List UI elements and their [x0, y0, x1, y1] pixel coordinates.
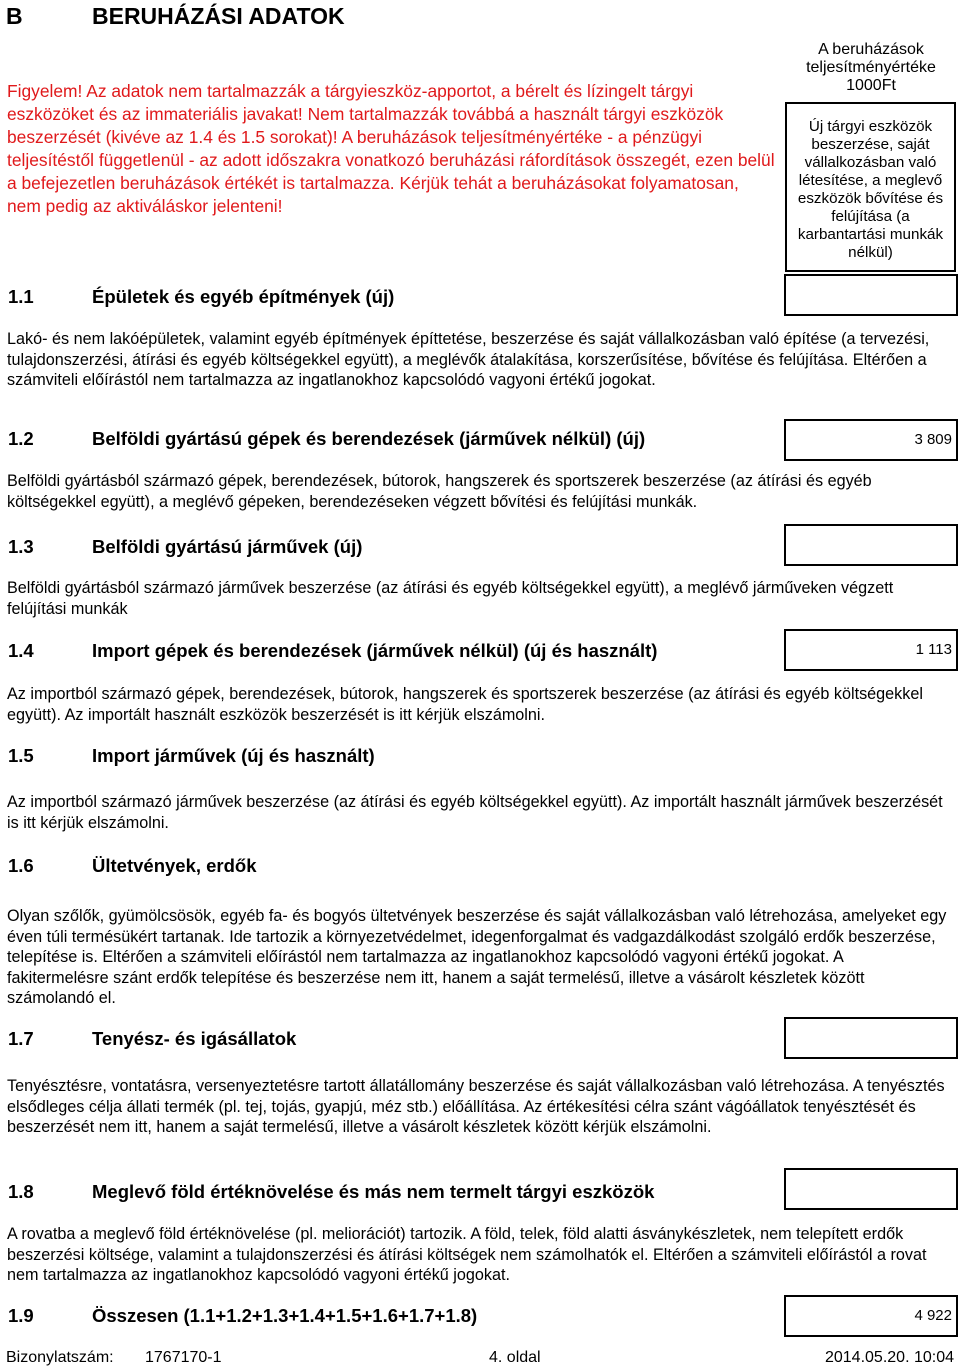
section-1-2-title: Belföldi gyártású gépek és berendezések (járművek nélkül) (új)	[92, 428, 646, 449]
page-number: 4	[489, 1349, 498, 1366]
section-1-9-number: 1.9	[8, 1305, 34, 1326]
section-1-6-description: Olyan szőlők, gyümölcsösök, egyéb fa- és bogyós ültetvények beszerzése és saját vállalkozásban való létrehozása, amelyeket egy éven túli termésükért tartanak. Ide tartozik a környezetvédelmet, idegenforgalmat és vadgazdálkodást szolgáló erdők beszerzése, telepítése is. Eltérően a számviteli előírástól nem tartalmazza az ingatlanokhoz kapcsolódó vagyoni értékű jogokat. A fakitermelésre szánt erdők telepítése és beszerzése nem itt, hanem a saját termelésű, illetve a vásárolt készletek között számolandó el.	[7, 907, 947, 1008]
section-1-1-number: 1.1	[8, 286, 34, 307]
page-suffix: . oldal	[497, 1349, 541, 1366]
section-1-9-value-field[interactable]: 4 922	[784, 1295, 958, 1337]
section-1-1-value-field[interactable]	[784, 274, 958, 316]
page-letter: B	[6, 3, 23, 29]
section-1-4-number: 1.4	[8, 640, 34, 661]
section-1-3-number: 1.3	[8, 536, 34, 557]
page-title: BERUHÁZÁSI ADATOK	[92, 3, 345, 29]
section-1-5-number: 1.5	[8, 745, 34, 766]
section-1-4-description: Az importból származó gépek, berendezések, bútorok, hangszerek és sportszerek beszerzése (az átírási és egyéb költségekkel együtt). Az importált használt eszközök beszerzését is itt kérjük elszámolni.	[7, 685, 923, 724]
section-1-7-title: Tenyész- és igásállatok	[92, 1028, 297, 1049]
section-1-9-title: Összesen (1.1+1.2+1.3+1.4+1.5+1.6+1.7+1.8)	[92, 1305, 478, 1326]
section-1-7-number: 1.7	[8, 1028, 34, 1049]
receipt-number: 1767170-1	[145, 1349, 222, 1366]
warning-paragraph	[7, 80, 777, 218]
section-1-1-title: Épületek és egyéb építmények (új)	[92, 286, 395, 307]
page-number-line	[489, 1349, 541, 1367]
receipt-label: Bizonylatszám:	[6, 1349, 114, 1366]
section-1-2-number: 1.2	[8, 428, 34, 449]
section-1-8-number: 1.8	[8, 1181, 34, 1202]
section-1-8-title: Meglevő föld értéknövelése és más nem termelt tárgyi eszközök	[92, 1181, 655, 1202]
section-1-8-value-field[interactable]	[784, 1168, 958, 1210]
section-1-4-value-field[interactable]: 1 113	[784, 629, 958, 671]
section-1-7-description: Tenyésztésre, vontatásra, versenyeztetésre tartott állatállomány beszerzése és saját vállalkozásban való létrehozása. A tenyésztés elsődleges célja állati termék (pl. tej, tojás, gyapjú, méz stb.) előállítása. Az értékesítési célra szánt vágóállatok tenyésztését és beszerzését nem itt, hanem a saját termelésű, illetve a vásárolt készletek között kérjük elszámolni.	[7, 1077, 945, 1137]
section-1-2-value-field[interactable]: 3 809	[784, 419, 958, 461]
section-1-7-value-field[interactable]	[784, 1017, 958, 1059]
section-1-2-description: Belföldi gyártásból származó gépek, berendezések, bútorok, hangszerek és sportszerek beszerzése (az átírási és egyéb költségekkel együtt), a meglévő gépeken, berendezéseken végzett bővítési és felújítási munkák.	[7, 472, 872, 511]
section-1-6-title: Ültetvények, erdők	[92, 855, 257, 876]
column-header-box: Új tárgyi eszközök beszerzése, saját vállalkozásban való létesítése, a meglevő eszközök bővítése és felújítása (a karbantartási munkák nélkül)	[785, 102, 956, 272]
warning-text: Figyelem! Az adatok nem tartalmazzák a tárgyieszköz-apportot, a bérelt és lízingelt tárgyi eszközöket és az immateriális javakat! Nem tartalmazzák továbbá a használt tárgyi eszközök beszerzését (kivéve az 1.4 és 1.5 sorokat)! A beruházások teljesítményértéke - a pénzügyi teljesítéstől függetlenül - az adott időszakra vonatkozó beruházási ráfordítások összegét, ezen belül a befejezetlen beruházások értékét is tartalmazza. Kérjük tehát a beruházásokat folyamatosan, nem pedig az aktiváláskor jelenteni!	[7, 81, 775, 216]
section-1-5-description: Az importból származó járművek beszerzése (az átírási és egyéb költségekkel együtt). Az importált használt járművek beszerzését is itt kérjük elszámolni.	[7, 793, 943, 832]
column-header-label: A beruházások teljesítményértéke 1000Ft	[806, 41, 936, 94]
section-1-1-description: Lakó- és nem lakóépületek, valamint egyéb építmények építtetése, beszerzése és saját vállalkozásban való építése (a tervezési, tulajdonszerzési, átírási és egyéb költségekkel együtt), a meglévők átalakítása, korszerűsítése, bővítése és felújítása. Eltérően a számviteli előírástól nem tartalmazza az ingatlanokhoz kapcsolódó vagyoni értékű jogokat.	[7, 330, 930, 390]
section-1-3-description: Belföldi gyártásból származó járművek beszerzése (az átírási és egyéb költségekkel együtt), a meglévő járműveken végzett felújítási munkák	[7, 579, 894, 618]
section-1-3-value-field[interactable]	[784, 524, 958, 566]
section-1-3-title: Belföldi gyártású járművek (új)	[92, 536, 363, 557]
section-1-5-title: Import járművek (új és használt)	[92, 745, 375, 766]
timestamp: 2014.05.20. 10:04	[824, 1349, 954, 1366]
section-1-8-description: A rovatba a meglevő föld értéknövelése (pl. meliorációt) tartozik. A föld, telek, föld alatti ásványkészletek, nem telepített erdők beszerzési költsége, valamint a tulajdonszerzési és átírási költségek nem számolhatók el. Eltérően a számviteli előírástól a rovat nem tartalmazza az ingatlanokhoz kapcsolódó vagyoni értékű jogokat.	[7, 1225, 927, 1285]
section-1-4-title: Import gépek és berendezések (járművek nélkül) (új és használt)	[92, 640, 658, 661]
section-1-6-number: 1.6	[8, 855, 34, 876]
